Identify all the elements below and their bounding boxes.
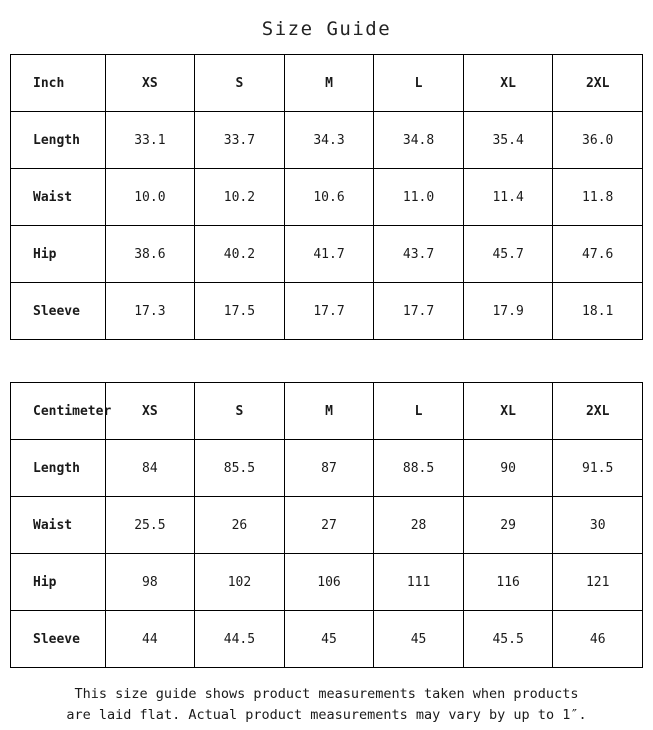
- table-header-row: [11, 55, 643, 112]
- table-cell: 90: [463, 440, 553, 497]
- table-cell: 116: [463, 554, 553, 611]
- row-label: Sleeve: [11, 283, 106, 340]
- row-label: Length: [11, 112, 106, 169]
- table-cell: 10.0: [105, 169, 195, 226]
- table-cell: 41.7: [284, 226, 374, 283]
- table-cell: 121: [553, 554, 643, 611]
- table-cell: 10.6: [284, 169, 374, 226]
- table-header-row: [11, 383, 643, 440]
- table-row: [11, 554, 643, 611]
- column-header: S: [195, 383, 285, 440]
- column-header: 2XL: [553, 55, 643, 112]
- size-table-inch: [10, 54, 643, 340]
- table-cell: 47.6: [553, 226, 643, 283]
- column-header: 2XL: [553, 383, 643, 440]
- unit-label: Centimeter: [11, 383, 106, 440]
- table-row: [11, 497, 643, 554]
- column-header: XL: [463, 55, 553, 112]
- table-cell: 17.7: [284, 283, 374, 340]
- page-title: Size Guide: [261, 18, 392, 40]
- column-header: L: [374, 55, 464, 112]
- table-cell: 88.5: [374, 440, 464, 497]
- column-header: XS: [105, 55, 195, 112]
- table-cell: 26: [195, 497, 285, 554]
- table-cell: 33.7: [195, 112, 285, 169]
- table-cell: 87: [284, 440, 374, 497]
- footnote: [20, 668, 633, 726]
- table-cell: 28: [374, 497, 464, 554]
- table-row: [11, 611, 643, 668]
- table-cell: 45: [284, 611, 374, 668]
- table-cell: 11.0: [374, 169, 464, 226]
- row-label: Length: [11, 440, 106, 497]
- row-label: Waist: [11, 497, 106, 554]
- column-header: S: [195, 55, 285, 112]
- table-cell: 84: [105, 440, 195, 497]
- table-cell: 25.5: [105, 497, 195, 554]
- table-cell: 10.2: [195, 169, 285, 226]
- column-header: L: [374, 383, 464, 440]
- table-cell: 106: [284, 554, 374, 611]
- table-row: [11, 440, 643, 497]
- table-cell: 11.8: [553, 169, 643, 226]
- table-cell: 17.7: [374, 283, 464, 340]
- table-cell: 38.6: [105, 226, 195, 283]
- table-spacer: [0, 340, 653, 382]
- table-cell: 36.0: [553, 112, 643, 169]
- table-cell: 45: [374, 611, 464, 668]
- table-cell: 45.7: [463, 226, 553, 283]
- table-row: [11, 283, 643, 340]
- table-cell: 111: [374, 554, 464, 611]
- table-cell: 91.5: [553, 440, 643, 497]
- table-cell: 34.8: [374, 112, 464, 169]
- column-header: XL: [463, 383, 553, 440]
- table-cell: 46: [553, 611, 643, 668]
- column-header: M: [284, 383, 374, 440]
- row-label: Waist: [11, 169, 106, 226]
- table-cell: 44.5: [195, 611, 285, 668]
- table-cell: 85.5: [195, 440, 285, 497]
- row-label: Hip: [11, 226, 106, 283]
- table-cell: 34.3: [284, 112, 374, 169]
- table-cell: 98: [105, 554, 195, 611]
- table-cell: 35.4: [463, 112, 553, 169]
- table-cell: 102: [195, 554, 285, 611]
- table-cell: 27: [284, 497, 374, 554]
- table-cell: 11.4: [463, 169, 553, 226]
- unit-label: Inch: [11, 55, 106, 112]
- row-label: Hip: [11, 554, 106, 611]
- table-cell: 30: [553, 497, 643, 554]
- table-cell: 29: [463, 497, 553, 554]
- column-header: XS: [105, 383, 195, 440]
- column-header: M: [284, 55, 374, 112]
- table-row: [11, 169, 643, 226]
- footnote-line-1: This size guide shows product measurements taken when products: [74, 686, 579, 702]
- table-cell: 17.3: [105, 283, 195, 340]
- row-label: Sleeve: [11, 611, 106, 668]
- size-table-centimeter: [10, 382, 643, 668]
- table-cell: 17.9: [463, 283, 553, 340]
- table-row: [11, 112, 643, 169]
- table-cell: 33.1: [105, 112, 195, 169]
- table-cell: 43.7: [374, 226, 464, 283]
- table-cell: 45.5: [463, 611, 553, 668]
- table-row: [11, 226, 643, 283]
- table-cell: 40.2: [195, 226, 285, 283]
- table-cell: 18.1: [553, 283, 643, 340]
- table-cell: 17.5: [195, 283, 285, 340]
- footnote-line-2: are laid flat. Actual product measurements may vary by up to 1″.: [66, 706, 587, 723]
- table-cell: 44: [105, 611, 195, 668]
